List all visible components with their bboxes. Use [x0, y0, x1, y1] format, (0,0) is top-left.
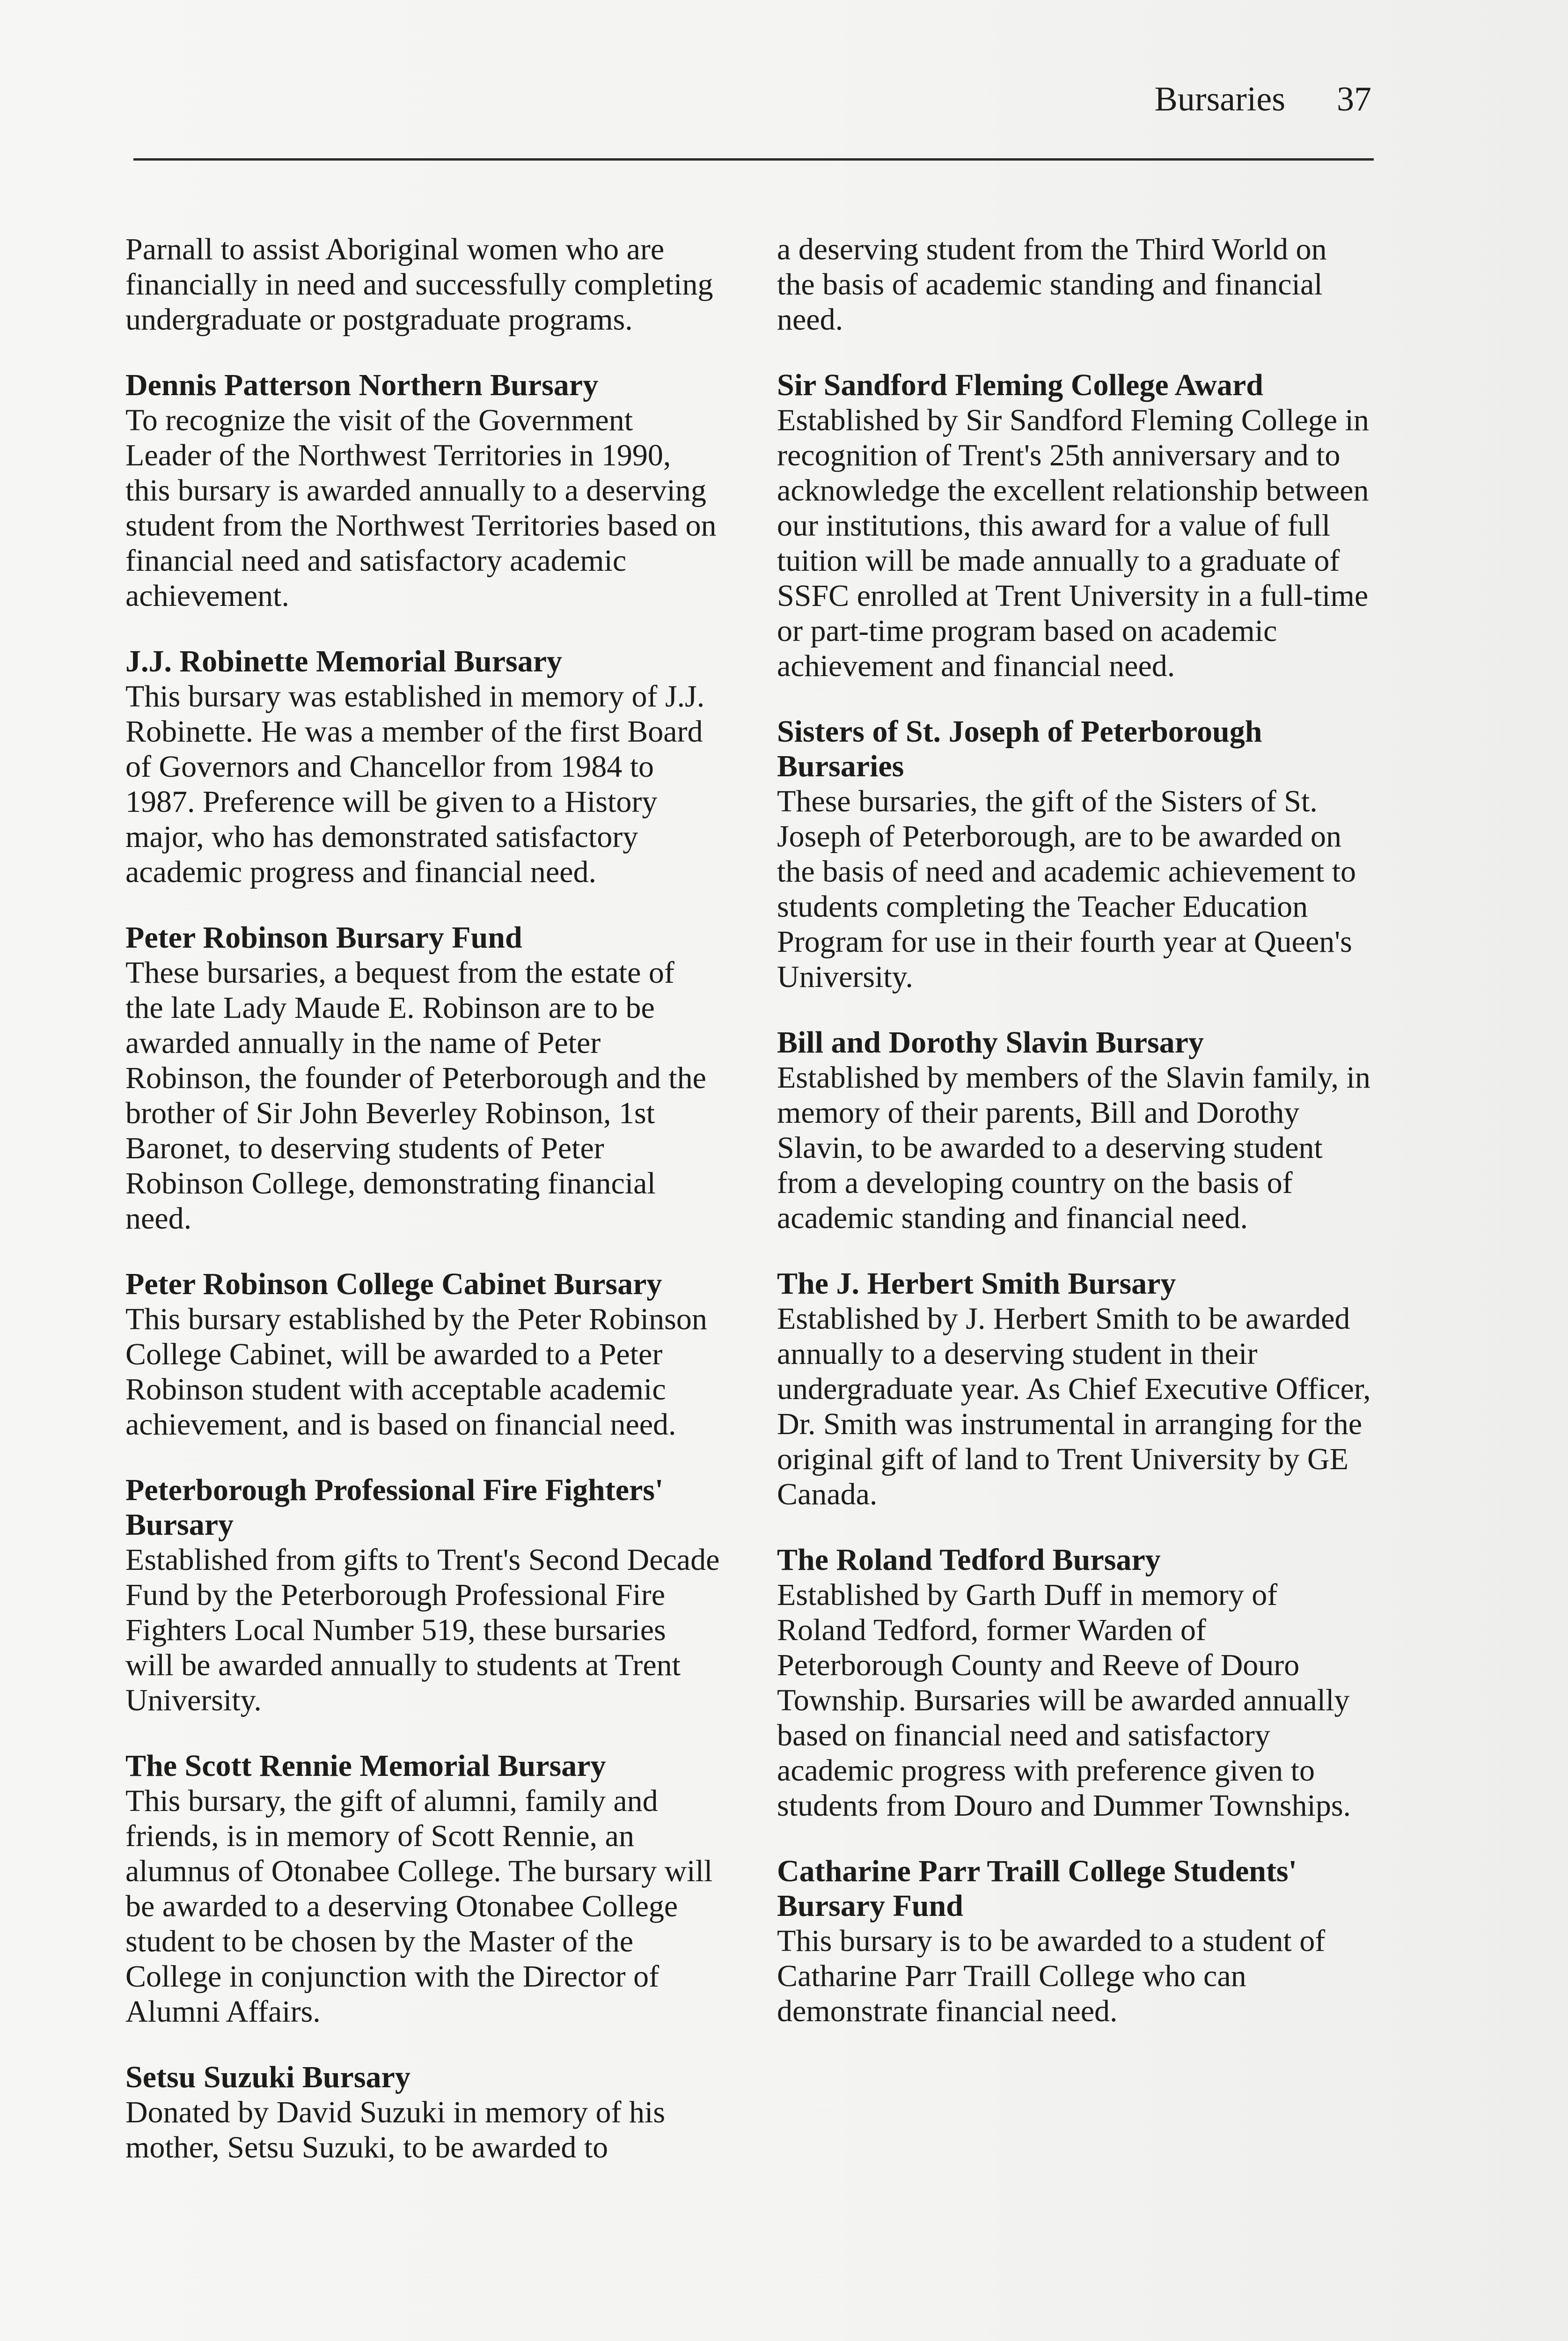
left-column	[125, 232, 720, 2196]
bursary-entry	[125, 2060, 720, 2165]
bursary-entry	[777, 1543, 1371, 1823]
entry-body: Established by Sir Sandford Fleming College in recognition of Trent's 25th anniversary and to acknowledge the excellent relationship between our institutions, this award for a value of full tuition will be made annually to a graduate of SSFC enrolled at Trent University in a full-time or part-time program based on academic achievement and financial need.	[777, 403, 1369, 683]
continued-text: a deserving student from the Third World on the basis of academic standing and financial need.	[777, 232, 1327, 337]
page-number: 37	[1337, 80, 1371, 118]
entry-body: This bursary, the gift of alumni, family and friends, is in memory of Scott Rennie, an alumnus of Otonabee College. The bursary will be awarded to a deserving Otonabee College student to be chosen by the Master of the College in conjunction with the Director of Alumni Affairs.	[125, 1784, 713, 2029]
entry-title: Bill and Dorothy Slavin Bursary	[777, 1025, 1204, 1060]
continued-text: Parnall to assist Aboriginal women who are financially in need and successfully completing undergraduate or postgraduate programs.	[125, 232, 713, 337]
entry-body: This bursary established by the Peter Robinson College Cabinet, will be awarded to a Peter Robinson student with acceptable academic achievement, and is based on financial need.	[125, 1302, 707, 1442]
bursary-entry	[777, 1025, 1371, 1236]
bursary-entry	[777, 714, 1371, 994]
entry-title: Sir Sandford Fleming College Award	[777, 368, 1263, 402]
header-rule	[133, 158, 1374, 161]
bursary-entry	[125, 920, 720, 1236]
entry-title: Peter Robinson Bursary Fund	[125, 920, 522, 955]
entry-title: Setsu Suzuki Bursary	[125, 2060, 410, 2094]
bursary-entry	[125, 1267, 720, 1442]
entry-title: Peterborough Professional Fire Fighters' Bursary	[125, 1473, 664, 1542]
bursary-entry	[777, 1854, 1371, 2029]
entry-body: Established by Garth Duff in memory of Roland Tedford, former Warden of Peterborough County and Reeve of Douro Township. Bursaries will be awarded annually based on financial need and satisfactory academic progress with preference given to students from Douro and Dummer Townships.	[777, 1578, 1351, 1823]
entry-body: Established from gifts to Trent's Second Decade Fund by the Peterborough Professional Fire Fighters Local Number 519, these bursaries will be awarded annually to students at Trent University.	[125, 1543, 720, 1717]
entry-body: This bursary is to be awarded to a student of Catharine Parr Traill College who can demonstrate financial need.	[777, 1924, 1326, 2028]
bursary-entry	[777, 368, 1371, 684]
right-column	[777, 232, 1371, 2060]
entry-title: The Roland Tedford Bursary	[777, 1543, 1161, 1577]
entry-title: The Scott Rennie Memorial Bursary	[125, 1749, 606, 1783]
entry-title: J.J. Robinette Memorial Bursary	[125, 644, 562, 678]
bursary-entry	[125, 644, 720, 890]
entry-body: Established by members of the Slavin family, in memory of their parents, Bill and Dorothy Slavin, to be awarded to a deserving student from a developing country on the basis of academic standing and financial need.	[777, 1060, 1370, 1235]
entry-body: To recognize the visit of the Government Leader of the Northwest Territories in 1990, this bursary is awarded annually to a deserving student from the Northwest Territories based on financial need and satisfactory academic achievement.	[125, 403, 717, 613]
running-header	[1155, 82, 1372, 117]
entry-body: These bursaries, a bequest from the estate of the late Lady Maude E. Robinson are to be awarded annually in the name of Peter Robinson, the founder of Peterborough and the brother of Sir John Beverley Robinson, 1st Baronet, to deserving students of Peter Robinson College, demonstrating financial need.	[125, 956, 706, 1236]
section-title: Bursaries	[1154, 80, 1285, 118]
entry-body: These bursaries, the gift of the Sisters of St. Joseph of Peterborough, are to be awarded on the basis of need and academic achievement to students completing the Teacher Education Program for use in their fourth year at Queen's University.	[777, 784, 1356, 994]
entry-title: Sisters of St. Joseph of Peterborough Bursaries	[777, 714, 1262, 783]
entry-body: Donated by David Suzuki in memory of his mother, Setsu Suzuki, to be awarded to	[125, 2095, 666, 2164]
entry-title: Peter Robinson College Cabinet Bursary	[125, 1267, 662, 1301]
bursary-entry	[125, 1473, 720, 1718]
bursary-entry	[125, 368, 720, 613]
entry-title: The J. Herbert Smith Bursary	[777, 1266, 1176, 1301]
entry-body: Established by J. Herbert Smith to be awarded annually to a deserving student in their undergraduate year. As Chief Executive Officer, Dr. Smith was instrumental in arranging for the original gift of land to Trent University by GE Canada.	[777, 1302, 1371, 1511]
entry-body: This bursary was established in memory of J.J. Robinette. He was a member of the first Board of Governors and Chancellor from 1984 to 1987. Preference will be given to a History major, who has demonstrated satisfactory academic progress and financial need.	[125, 679, 705, 889]
bursary-entry	[125, 1749, 720, 2029]
bursary-entry	[777, 1266, 1371, 1512]
entry-title: Dennis Patterson Northern Bursary	[125, 368, 599, 402]
entry-title: Catharine Parr Traill College Students' Bursary Fund	[777, 1854, 1297, 1923]
